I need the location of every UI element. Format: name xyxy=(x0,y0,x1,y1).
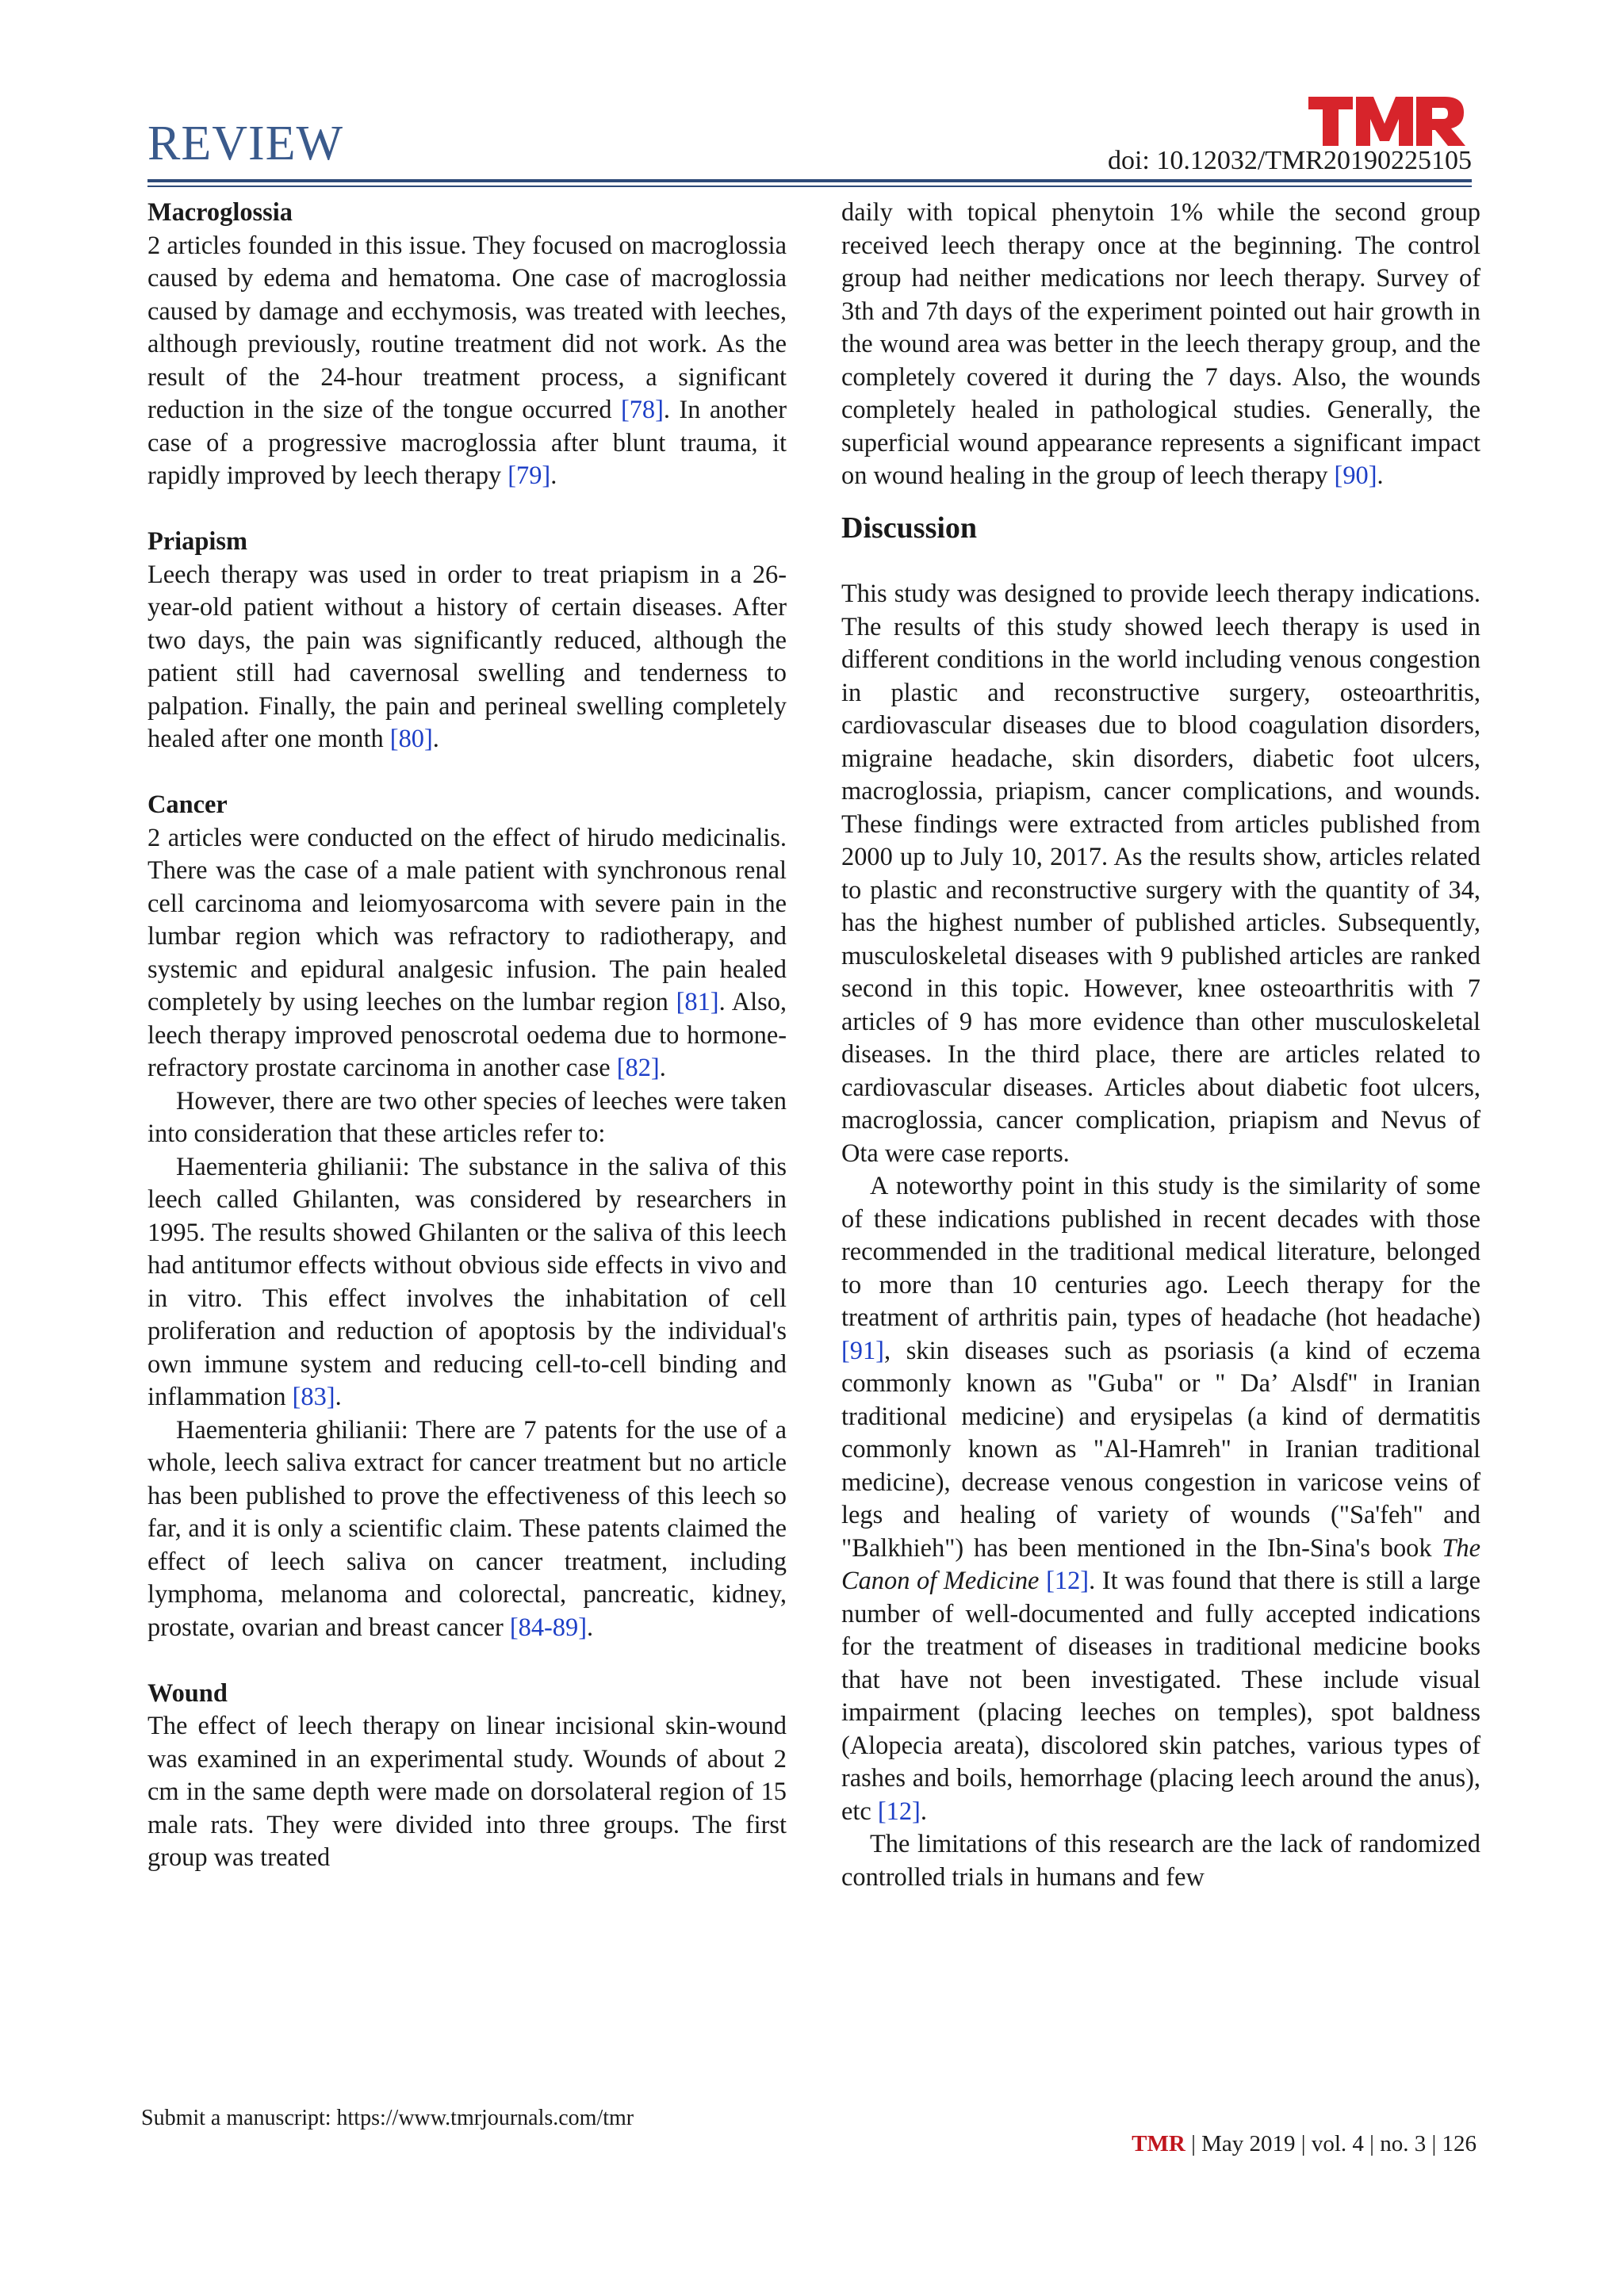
paragraph-discussion-3: The limitations of this research are the lack of randomized controlled trials in humans and few xyxy=(841,1830,1480,1892)
citation-link[interactable]: [83] xyxy=(292,1383,335,1411)
heading-cancer: Cancer xyxy=(147,790,228,819)
paragraph-discussion-1: This study was designed to provide leech therapy indications. The results of this study showed leech therapy is used in different conditions in the world including venous congestion in plastic and reconstructive surgery, osteoarthritis, cardiovascular diseases due to blood coagulation disorders, migraine headache, skin disorders, diabetic foot ulcers, macroglossia, priapism, cancer complications, and wounds. These findings were extracted from articles published from 2000 up to July 10, 2017. As the results show, articles related to plastic and reconstructive surgery with the quantity of 34, has the highest number of published articles. Subsequently, musculoskeletal diseases with 9 published articles are ranked second in this topic. However, knee osteoarthritis with 7 articles of 9 has more evidence than other musculoskeletal diseases. In the third place, there are articles related to cardiovascular diseases. Articles about diabetic foot ulcers, macroglossia, cancer complication, priapism and Nevus of Ota were case reports. xyxy=(841,580,1480,1168)
heading-discussion: Discussion xyxy=(841,511,978,545)
citation-link[interactable]: [82] xyxy=(616,1054,660,1082)
journal-name: TMR xyxy=(1132,2131,1185,2156)
paragraph-haementeria-2: Haementeria ghilianii: There are 7 patents for the use of a whole, leech saliva extract for cancer treatment but no article has been published to prove the effectiveness of this leech so far, and it is only a scientific claim. These patents claimed the effect of leech saliva on cancer treatment, including lymphoma, melanoma and colorectal, pancreatic, kidney, prostate, ovarian and breast cancer [84-89]. xyxy=(147,1415,787,1642)
paragraph-priapism: Leech therapy was used in order to treat priapism in a 26-year-old patient without a history of certain diseases. After two days, the pain was significantly reduced, although the patient still had cavernosal swelling and tenderness to palpation. Finally, the pain and perineal swelling completely healed after one month [80]. xyxy=(147,560,787,753)
citation-link[interactable]: [78] xyxy=(620,396,664,424)
submit-link[interactable]: Submit a manuscript: https://www.tmrjournals.com/tmr xyxy=(141,2106,634,2130)
citation-link[interactable]: [12] xyxy=(1046,1567,1090,1595)
header-rule xyxy=(147,179,1472,182)
heading-wound: Wound xyxy=(147,1678,228,1708)
paragraph-discussion-2: A noteworthy point in this study is the similarity of some of these indications published in recent decades with those recommended in the traditional medical literature, belonged to more than 10 centuries ago. Leech therapy for the treatment of arthritis pain, types of headache (hot headache) [91], skin diseases such as psoriasis (a kind of eczema commonly known as "Guba" or " Da’ Alsdf" in Iranian traditional medicine) and erysipelas (a kind of dermatitis commonly known as "Al-Hamreh" in Iranian traditional medicine), decrease venous congestion in varicose veins of legs and healing of variety of wounds ("Sa'feh" and "Balkhieh") has been mentioned in the Ibn-Sina's book The Canon of Medicine [12]. It was found that there is still a large number of well-documented and fully accepted indications for the treatment of diseases in traditional medicine books that have not been investigated. These include visual impairment (placing leeches on temples), spot baldness (Alopecia areata), discolored skin patches, various types of rashes and boils, hemorrhage (placing leech around the anus), etc [12]. xyxy=(841,1172,1480,1826)
section-label: REVIEW xyxy=(147,117,344,170)
paragraph-wound: The effect of leech therapy on linear incisional skin-wound was examined in an experimental study. Wounds of about 2 cm in the same depth were made on dorsolateral region of 15 male rats. They were divided into three groups. The first group was treated xyxy=(147,1712,787,1872)
tmr-logo-icon xyxy=(1308,92,1467,149)
citation-link[interactable]: [84-89] xyxy=(509,1613,587,1642)
left-column xyxy=(147,197,787,1875)
right-column xyxy=(841,197,1480,1894)
paragraph-species: However, there are two other species of leeches were taken into consideration that these articles refer to: xyxy=(147,1086,787,1148)
header-rule-thin xyxy=(147,186,1472,187)
doi-text: doi: 10.12032/TMR20190225105 xyxy=(1107,146,1472,175)
citation-link[interactable]: [91] xyxy=(841,1336,884,1365)
citation-link[interactable]: [81] xyxy=(676,988,719,1016)
journal-footer: TMR | May 2019 | vol. 4 | no. 3 | 126 xyxy=(1132,2131,1477,2156)
book-title: The Canon of Medicine xyxy=(841,1533,1480,1595)
citation-link[interactable]: [79] xyxy=(508,461,551,490)
citation-link[interactable]: [12] xyxy=(877,1797,921,1826)
citation-link[interactable]: [90] xyxy=(1334,461,1377,490)
heading-priapism: Priapism xyxy=(147,527,247,556)
paragraph-cancer: 2 articles were conducted on the effect of hirudo medicinalis. There was the case of a male patient with synchronous renal cell carcinoma and leiomyosarcoma with severe pain in the lumbar region which was refractory to radiotherapy, and systemic and epidural analgesic infusion. The pain healed completely by using leeches on the lumbar region [81]. Also, leech therapy improved penoscrotal oedema due to hormone-refractory prostate carcinoma in another case [82]. xyxy=(147,823,787,1082)
heading-macroglossia: Macroglossia xyxy=(147,198,293,227)
paragraph-wound-continued: daily with topical phenytoin 1% while the second group received leech therapy once at the beginning. The control group had neither medications nor leech therapy. Survey of 3th and 7th days of the experiment pointed out hair growth in the wound area was better in the leech therapy group, and the completely covered it during the 7 days. Also, the wounds completely healed in pathological studies. Generally, the superficial wound appearance represents a significant impact on wound healing in the group of leech therapy [90]. xyxy=(841,198,1480,490)
page-number: 126 xyxy=(1442,2131,1477,2156)
paragraph-haementeria-1: Haementeria ghilianii: The substance in the saliva of this leech called Ghilanten, was considered by researchers in 1995. The results showed Ghilanten or the saliva of this leech had antitumor effects without obvious side effects in vivo and in vitro. This effect involves the inhabitation of cell proliferation and reduction of apoptosis by the individual's own immune system and reducing cell-to-cell binding and inflammation [83]. xyxy=(147,1152,787,1411)
paragraph-macroglossia: 2 articles founded in this issue. They focused on macroglossia caused by edema and hematoma. One case of macroglossia caused by damage and ecchymosis, was treated with leeches, although previously, routine treatment did not work. As the result of the 24-hour treatment process, a significant reduction in the size of the tongue occurred [78]. In another case of a progressive macroglossia after blunt trauma, it rapidly improved by leech therapy [79]. xyxy=(147,231,787,490)
citation-link[interactable]: [80] xyxy=(389,725,433,753)
